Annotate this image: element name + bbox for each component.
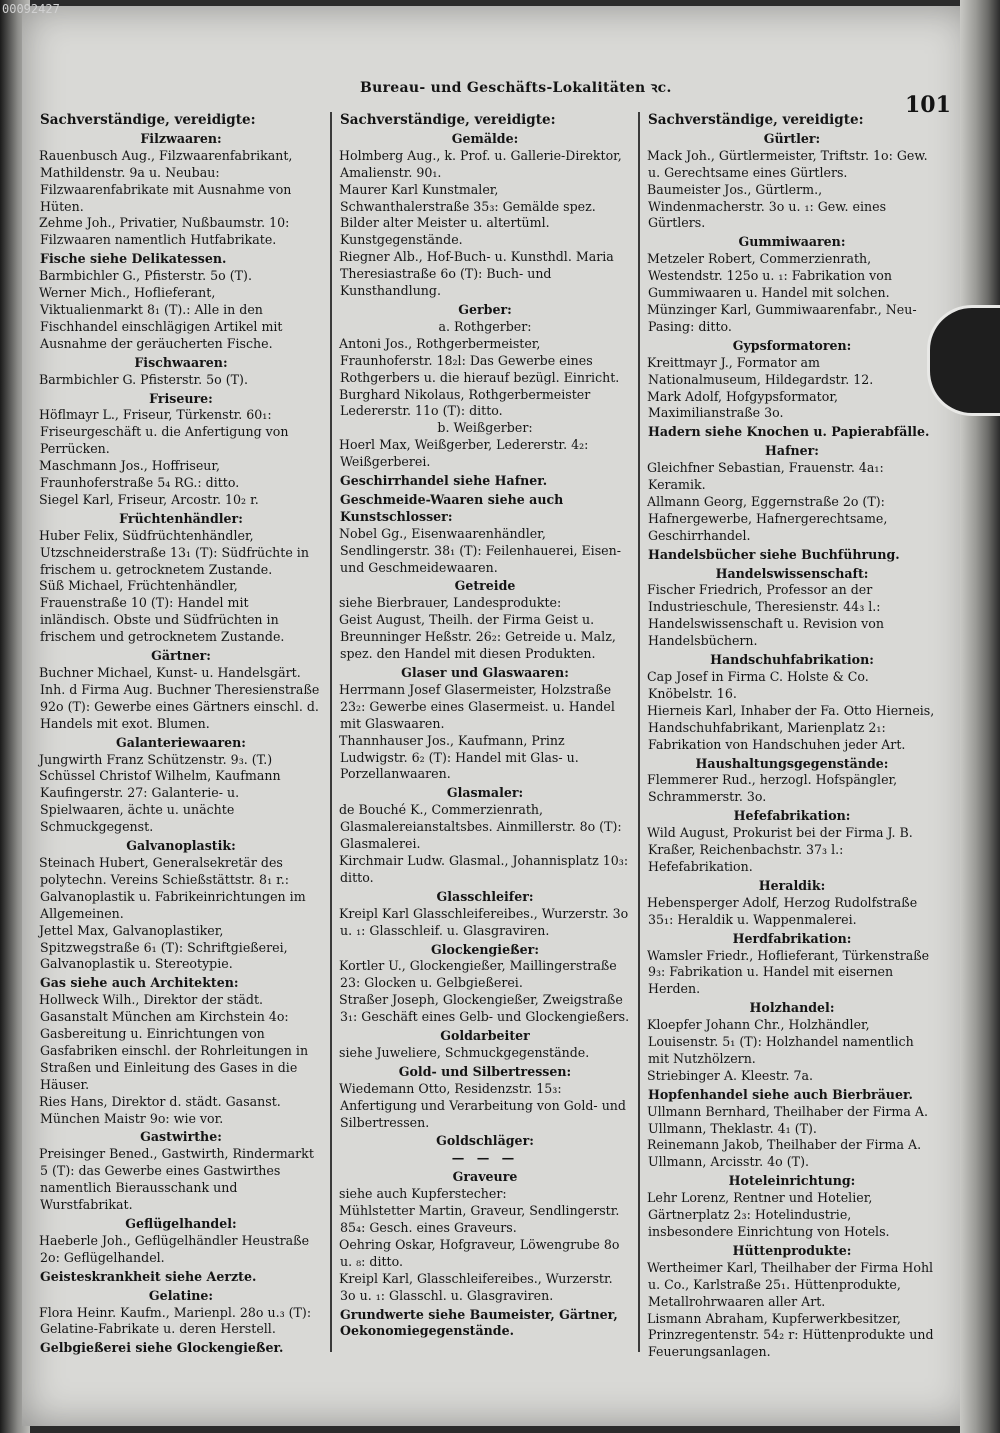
directory-entry: Wild August, Prokurist bei der Firma J. B. Kraßer, Reichenbachstr. 37₃ l.: Hefefabrikation. [647,825,913,874]
directory-entry: Striebinger A. Kleestr. 7a. [647,1067,814,1083]
column-heading: Sachverständige, vereidigte: [648,112,864,128]
directory-entry: Schüssel Christof Wilhelm, Kaufmann Kaufingerstr. 27: Galanterie- u. Spielwaaren, ächte u. unächte Schmuckgegenst. [39,768,281,835]
running-head: Bureau- und Geschäfts-Lokalitäten ꝛc. [360,80,672,96]
empty-marker: — — — [451,1150,519,1166]
category-crossref: Geschmeide-Waaren siehe auch Kunstschlosser: [340,491,564,524]
category-crossref: Fische siehe Delikatessen. [40,251,227,267]
directory-entry: Huber Felix, Südfrüchtenhändler, Utzschneiderstraße 13₁ (T): Südfrüchte in frischem u. getrocknetem Zustande. [39,527,309,577]
category-heading: Glasmaler: [446,785,524,801]
category-heading: Gummiwaaren: [738,234,846,250]
directory-entry: Ullmann Bernhard, Theilhaber der Firma A. Ullmann, Theklastr. 4₁ (T). [647,1103,928,1136]
directory-entry: Wiedemann Otto, Residenzstr. 15₃: Anfertigung und Verarbeitung von Gold- und Silbertressen. [339,1080,626,1130]
directory-entry: Mack Joh., Gürtlermeister, Triftstr. 1o: Gew. u. Gerechtsame eines Gürtlers. [647,147,928,180]
category-heading: Gärtner: [151,648,211,664]
category-heading: Geflügelhandel: [125,1216,237,1231]
directory-entry: Flemmerer Rud., herzogl. Hofspängler, Schrammerstr. 3o. [647,772,898,805]
directory-entry: Steinach Hubert, Generalsekretär des polytechn. Vereins Schießstättstr. 8₁ r.: Galvanoplastik u. Fabrikeinrichtungen im Allgemeinen. [39,854,306,921]
category-heading: Galvanoplastik: [126,838,236,854]
directory-entry: de Bouché K., Commerzienrath, Glasmalereianstaltsbes. Ainmillerstr. 8o (T): Glasmalerei. [339,802,622,852]
column-rule [330,112,332,1352]
directory-entry: Barmbichler G., Pfisterstr. 5o (T). [39,268,252,284]
category-heading: Glasschleifer: [436,888,534,904]
category-crossref: Gelbgießerei siehe Glockengießer. [40,1340,284,1356]
category-heading: Gemälde: [451,130,519,146]
column-heading: Sachverständige, vereidigte: [340,112,556,128]
subcategory-heading: a. Rothgerber: [438,318,532,334]
directory-entry: Geist August, Theilh. der Firma Geist u. Breunninger Heßstr. 26₂: Getreide u. Malz, spez. den Handel mit diesen Produkten. [339,612,616,662]
directory-entry: Höflmayr L., Friseur, Türkenstr. 60₁: Friseurgeschäft u. die Anfertigung von Perrücken. [39,407,289,457]
directory-entry: Maurer Karl Kunstmaler, Schwanthalerstraße 35₃: Gemälde spez. Bilder alter Meister u. altertüml. Kunstgegenstände. [339,181,596,248]
category-heading: Gürtler: [763,130,821,146]
category-heading: Handelswissenschaft: [715,565,869,581]
category-heading: Gelatine: [148,1287,214,1303]
directory-entry: Buchner Michael, Kunst- u. Handelsgärt. Inh. d Firma Aug. Buchner Theresienstraße 92o (T): Gewerbe eines Gärtners einschl. d. Handels mit exot. Blumen. [39,665,320,731]
directory-entry: Münzinger Karl, Gummiwaarenfabr., Neu-Pasing: ditto. [647,301,917,334]
column-entries [648,131,936,1361]
directory-entry: Fischer Friedrich, Professor an der Industrieschule, Theresienstr. 44₃ l.: Handelswissenschaft u. Revision von Handelsbüchern. [647,582,884,649]
category-heading: Friseure: [149,390,213,406]
directory-entry: Thannhauser Jos., Kaufmann, Prinz Ludwigstr. 6₂ (T): Handel mit Glas- u. Porzellanwaaren. [339,732,579,782]
category-heading: Heraldik: [758,877,826,893]
directory-entry: Wertheimer Karl, Theilhaber der Firma Hohl u. Co., Karlstraße 25₁. Hüttenprodukte, Metallrohrwaaren aller Art. [647,1259,934,1309]
directory-entry: Werner Mich., Hoflieferant, Viktualienmarkt 8₁ (T).: Alle in den Fischhandel einschlägigen Artikel mit Ausnahme der geräucherten Fische. [39,285,283,351]
category-crossref: Gas siehe auch Architekten: [40,975,239,991]
category-heading: Gerber: [458,301,512,317]
directory-entry: Jettel Max, Galvanoplastiker, Spitzwegstraße 6₁ (T): Schriftgießerei, Galvanoplastik u. Stereotypie. [39,922,288,972]
directory-entry: Barmbichler G. Pfisterstr. 5o (T). [39,371,248,387]
category-heading: Früchtenhändler: [119,510,243,526]
directory-entry: Antoni Jos., Rothgerbermeister, Fraunhoferstr. 18₂l: Das Gewerbe eines Rothgerbers u. die hierauf bezügl. Einricht. [339,335,620,385]
category-crossref: Geisteskrankheit siehe Aerzte. [40,1268,257,1284]
category-heading: Gold- und Silbertressen: [398,1063,572,1079]
directory-entry: Riegner Alb., Hof-Buch- u. Kunsthdl. Maria Theresiastraße 6o (T): Buch- und Kunsthandlung. [339,249,614,299]
directory-entry: Hollweck Wilh., Direktor der städt. Gasanstalt München am Kirchstein 4o: Gasbereitung u. Einrichtungen von Gasfabriken einschl. der Rohrleitungen in Straßen und Einleitung des Gases in die Häuser. [39,992,309,1092]
directory-entry: Rauenbusch Aug., Filzwaarenfabrikant, Mathildenstr. 9a u. Neubau: Filzwaarenfabrikate mit Ausnahme von Hüten. [39,147,293,214]
directory-entry: Jungwirth Franz Schützenstr. 9₃. (T.) [39,751,273,767]
category-crossref: Geschirrhandel siehe Hafner. [340,473,548,489]
directory-entry: Nobel Gg., Eisenwaarenhändler, Sendlingerstr. 38₁ (T): Feilenhauerei, Eisen- und Geschmeidewaaren. [339,525,621,575]
category-heading: Gypsformatoren: [732,337,852,353]
directory-entry: Maschmann Jos., Hoffriseur, Fraunhoferstraße 5₄ RG.: ditto. [39,458,240,491]
category-crossref: Handelsbücher siehe Buchführung. [648,546,900,562]
directory-entry: Hebensperger Adolf, Herzog Rudolfstraße 35₁: Heraldik u. Wappenmalerei. [647,894,918,927]
category-heading: Graveure [452,1169,518,1185]
directory-entry: Wamsler Friedr., Hoflieferant, Türkenstraße 9₃: Fabrikation u. Handel mit eisernen Herden. [647,947,930,997]
directory-entry: Hierneis Karl, Inhaber der Fa. Otto Hierneis, Handschuhfabrikant, Marienplatz 2₁: Fabrikation von Handschuhen jeder Art. [647,702,935,752]
category-heading: Galanteriewaaren: [116,734,246,750]
directory-entry: Preisinger Bened., Gastwirth, Rindermarkt 5 (T): das Gewerbe eines Gastwirthes namentlich Bierausschank und Wurstfabrikat. [39,1146,314,1213]
category-heading: Hoteleinrichtung: [728,1173,856,1189]
subcategory-heading: b. Weißgerber: [437,420,533,436]
directory-entry: siehe auch Kupferstecher: [339,1186,507,1202]
category-heading: Fischwaaren: [134,354,228,370]
category-heading: Hüttenprodukte: [732,1242,852,1258]
column-rule [638,112,640,1352]
directory-entry: Lehr Lorenz, Rentner und Hotelier, Gärtnerplatz 2₃: Hotelindustrie, insbesondere Einrichtung von Hotels. [647,1190,890,1239]
category-heading: Filzwaaren: [140,130,222,146]
category-crossref: Hopfenhandel siehe auch Bierbräuer. [648,1086,913,1102]
directory-entry: Reinemann Jakob, Theilhaber der Firma A. Ullmann, Arcisstr. 4o (T). [647,1137,922,1170]
directory-entry: Allmann Georg, Eggernstraße 2o (T): Hafnergewerbe, Hafnergerechtsame, Geschirrhandel. [647,493,888,543]
column-1 [40,112,322,1357]
directory-entry: Flora Heinr. Kaufm., Marienpl. 28o u.₃ (T): Gelatine-Fabrikate u. deren Herstell. [39,1304,312,1337]
directory-entry: Metzeler Robert, Commerzienrath, Westendstr. 125o u. ₁: Fabrikation von Gummiwaaren u. Handel mit solchen. [647,251,892,301]
column-entries [340,131,630,1340]
directory-entry: Kortler U., Glockengießer, Maillingerstraße 23: Glocken u. Gelbgießerei. [339,958,617,991]
column-heading: Sachverständige, vereidigte: [40,112,256,128]
category-crossref: Grundwerte siehe Baumeister, Gärtner, Oekonomiegegenstände. [340,1306,618,1339]
category-heading: Gastwirthe: [140,1129,222,1145]
category-crossref: Hadern siehe Knochen u. Papierabfälle. [648,424,930,440]
page-fore-edge [960,0,1000,1433]
directory-entry: Baumeister Jos., Gürtlerm., Windenmacherstr. 3o u. ₁: Gew. eines Gürtlers. [647,181,887,231]
directory-entry: Hoerl Max, Weißgerber, Ledererstr. 4₂: Weißgerberei. [339,437,589,470]
directory-entry: Burghard Nikolaus, Rothgerbermeister Ledererstr. 11o (T): ditto. [339,386,591,419]
category-heading: Getreide [454,578,516,594]
directory-entry: Süß Michael, Früchtenhändler, Frauenstraße 10 (T): Handel mit inländisch. Obste und Südfrüchten in frischem und getrocknetem Zustande. [39,578,285,645]
category-heading: Handschuhfabrikation: [710,652,874,668]
page-number: 101 [905,92,951,118]
directory-entry: siehe Juweliere, Schmuckgegenstände. [339,1044,590,1060]
directory-entry: Cap Josef in Firma C. Holste & Co. Knöbelstr. 16. [647,669,869,701]
category-heading: Glaser und Glaswaaren: [401,665,569,680]
column-entries [40,131,322,1357]
directory-entry: siehe Bierbrauer, Landesprodukte: [339,595,562,611]
directory-entry: Straßer Joseph, Glockengießer, Zweigstraße 3₁: Geschäft eines Gelb- und Glockengießers. [339,992,630,1025]
category-heading: Holzhandel: [749,1000,835,1016]
directory-entry: Siegel Karl, Friseur, Arcostr. 10₂ r. [39,491,259,507]
category-heading: Haushaltungsgegenstände: [695,755,889,771]
directory-entry: Mark Adolf, Hofgypsformator, Maximilianstraße 3o. [647,388,838,421]
category-heading: Hefefabrikation: [733,808,851,824]
category-heading: Hafner: [765,443,819,459]
directory-entry: Kreittmayr J., Formator am Nationalmuseum, Hildegardstr. 12. [647,354,874,387]
directory-entry: Kirchmair Ludw. Glasmal., Johannisplatz 10₃: ditto. [339,852,629,885]
directory-entry: Kreipl Karl, Glasschleifereibes., Wurzerstr. 3o u. ₁: Glasschl. u. Glasgraviren. [339,1270,613,1303]
directory-entry: Lismann Abraham, Kupferwerkbesitzer, Prinzregentenstr. 54₂ r: Hüttenprodukte und Feuerungsanlagen. [647,1310,934,1360]
directory-entry: Herrmann Josef Glasermeister, Holzstraße 23₂: Gewerbe eines Glasermeist. u. Handel mit Glaswaaren. [339,681,615,731]
directory-entry: Zehme Joh., Privatier, Nußbaumstr. 10: Filzwaaren namentlich Hutfabrikate. [39,215,290,248]
category-heading: Herdfabrikation: [732,930,852,946]
directory-entry: Gleichfner Sebastian, Frauenstr. 4a₁: Keramik. [647,460,884,493]
category-heading: Goldschläger: [436,1133,534,1149]
directory-entry: Oehring Oskar, Hofgraveur, Löwengrube 8o u. ₈: ditto. [339,1236,620,1269]
column-3 [648,112,936,1361]
column-2 [340,112,630,1340]
thumb-index-tab [927,305,1000,416]
directory-entry: Kreipl Karl Glasschleifereibes., Wurzerstr. 3o u. ₁: Glasschleif. u. Glasgraviren. [339,905,629,938]
scan-id-label: 00092427 [2,2,60,16]
category-heading: Goldarbeiter [440,1028,530,1044]
directory-entry: Haeberle Joh., Geflügelhändler Heustraße 2o: Geflügelhandel. [39,1232,310,1265]
directory-entry: Mühlstetter Martin, Graveur, Sendlingerstr. 85₄: Gesch. eines Graveurs. [339,1203,620,1235]
directory-entry: Kloepfer Johann Chr., Holzhändler, Louisenstr. 5₁ (T): Holzhandel namentlich mit Nutzhölzern. [647,1017,914,1066]
directory-entry: Ries Hans, Direktor d. städt. Gasanst. München Maistr 9o: wie vor. [39,1093,281,1126]
directory-entry: Holmberg Aug., k. Prof. u. Gallerie-Direktor, Amalienstr. 90₁. [339,147,622,180]
category-heading: Glockengießer: [431,941,539,957]
